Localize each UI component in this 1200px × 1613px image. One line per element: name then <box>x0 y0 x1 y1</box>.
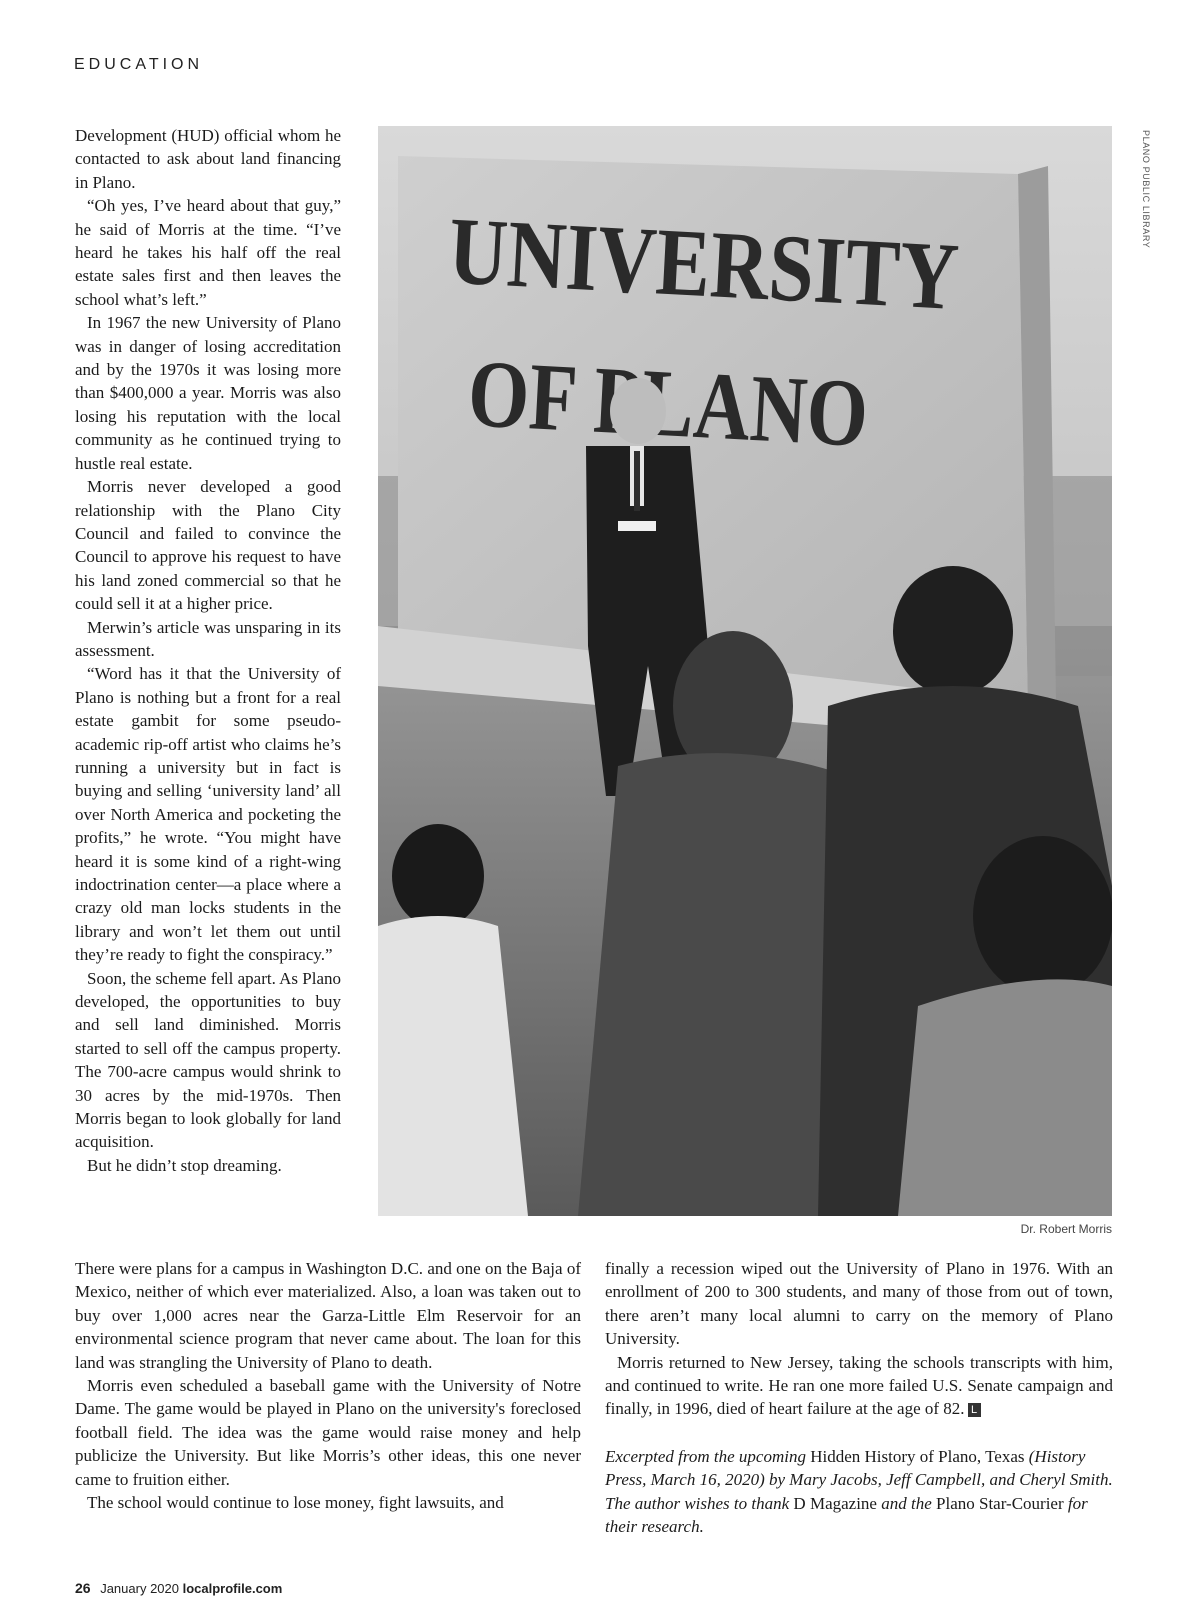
paragraph: finally a recession wiped out the University of Plano in 1976. With an enrollment of 200 to 300 students, and many of those from out of town, there aren’t many local alumni to carry on the memory of Plano University. <box>605 1259 1113 1349</box>
paragraph: “Word has it that the University of Plano is nothing but a front for a real estate gambit for some pseudo-academic rip-off artist who claims he’s running a university but in fact is buying and selling ‘university land’ all over North America and pocketing the profits,” he wrote. “You might have heard it is some kind of a right-wing indoctrination center—a place where a crazy old man locks students in the library and won’t let them out until they’re ready to fight the conspiracy.” <box>75 664 341 965</box>
paragraph: The school would continue to lose money, fight lawsuits, and <box>87 1493 504 1513</box>
paragraph: “Oh yes, I’ve heard about that guy,” he said of Morris at the time. “I’ve heard he takes his half off the real estate sales first and then leaves the school what’s left.” <box>75 196 341 309</box>
photo-side-credit: PLANO PUBLIC LIBRARY <box>1141 130 1151 249</box>
credit-newspaper: Plano Star-Courier <box>936 1493 1064 1513</box>
page-number: 26 <box>75 1580 91 1596</box>
paragraph: In 1967 the new University of Plano was in danger of losing accreditation and by the 1970s it was losing more than $400,000 a year. Morris was also losing his reputation with the local community as he continued trying to hustle real estate. <box>75 313 341 473</box>
paragraph: There were plans for a campus in Washington D.C. and one on the Baja of Mexico, neither of which ever materialized. Also, a loan was taken out to buy over 1,000 acres near the Garza-Little Elm Reservoir for an environmental science program that never came about. The loan for this land was strangling the University of Plano to death. <box>75 1259 581 1372</box>
page-footer <box>75 1580 282 1596</box>
section-label: EDUCATION <box>74 56 204 73</box>
paragraph: Soon, the scheme fell apart. As Plano developed, the opportunities to buy and sell land diminished. Morris started to sell off the campus property. The 700-acre campus would shrink to 30 acres by the mid-1970s. Then Morris began to look globally for land acquisition. <box>75 968 342 1152</box>
photo-dr-robert-morris <box>378 126 1112 1216</box>
sign-text-line1: UNIVERSITY <box>446 196 1054 335</box>
credit-italic: for their research. <box>605 1493 1088 1537</box>
left-column <box>75 124 341 1177</box>
credit-book-title: Hidden History of Plano, Texas <box>810 1446 1025 1466</box>
credit-italic: (History Press, March 16, 2020) by Mary Jacobs, Jeff Campbell, and Cheryl Smith. The author wishes to thank <box>605 1446 1113 1513</box>
paragraph: But he didn’t stop dreaming. <box>87 1155 282 1175</box>
credit-magazine: D Magazine <box>793 1493 877 1513</box>
paragraph: Development (HUD) official whom he contacted to ask about land financing in Plano. <box>75 126 341 192</box>
site-link[interactable]: localprofile.com <box>182 1581 283 1596</box>
paragraph: Morris even scheduled a baseball game with the University of Notre Dame. The game would be played in Plano on the university's foreclosed football field. The idea was the game would raise money and help publicize the University. But like Morris’s other ideas, this one never came to fruition either. <box>75 1376 581 1489</box>
paragraph-final <box>605 1351 1113 1421</box>
sign-text-line2: OF PLANO <box>465 339 961 472</box>
right-column <box>605 1257 1113 1538</box>
credit-italic: Excerpted from the upcoming <box>605 1446 806 1466</box>
paragraph: Merwin’s article was unsparing in its assessment. <box>75 617 341 660</box>
excerpt-credit <box>605 1445 1113 1539</box>
issue-date: January 2020 <box>100 1581 179 1596</box>
end-mark-icon: L <box>968 1403 981 1417</box>
credit-italic: and the <box>881 1493 932 1513</box>
wide-column <box>75 1257 581 1514</box>
paragraph-text: Morris returned to New Jersey, taking the schools transcripts with him, and continued to write. He ran one more failed U.S. Senate campaign and finally, in 1996, died of heart failure at the age of 82. <box>605 1352 1113 1419</box>
photo-caption: Dr. Robert Morris <box>1020 1222 1112 1236</box>
paragraph: Morris never developed a good relationship with the Plano City Council and failed to convince the Council to approve his request to have his land zoned commercial so that he could sell it at a higher price. <box>75 477 341 614</box>
